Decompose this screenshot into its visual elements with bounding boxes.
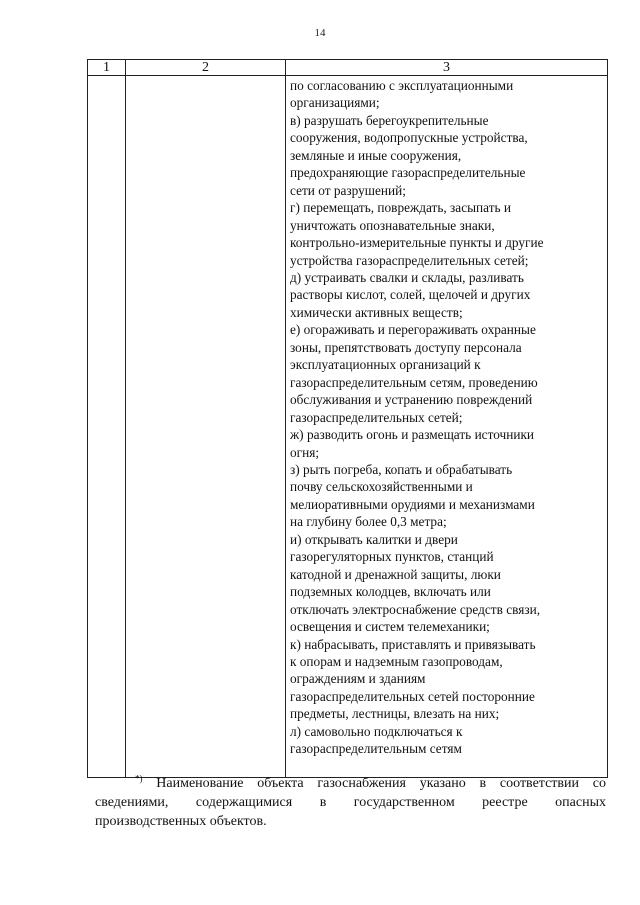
cell-column-3 bbox=[286, 76, 608, 778]
content-line: сети от разрушений; bbox=[290, 182, 406, 198]
content-line: почву сельскохозяйственными и bbox=[290, 479, 473, 495]
column-header-1: 1 bbox=[88, 60, 126, 76]
cell-column-2 bbox=[126, 76, 286, 778]
content-line: г) перемещать, повреждать, засыпать и bbox=[290, 200, 512, 216]
footnote-line-3: производственных объектов. bbox=[95, 814, 267, 829]
content-line: в) разрушать берегоукрепительные bbox=[290, 112, 489, 128]
content-line: зоны, препятствовать доступу персонала bbox=[290, 339, 522, 355]
content-line: л) самовольно подключаться к bbox=[290, 723, 463, 739]
content-line: химически активных веществ; bbox=[290, 304, 463, 320]
content-table bbox=[87, 59, 608, 778]
content-line: растворы кислот, солей, щелочей и других bbox=[290, 287, 531, 303]
content-line: ж) разводить огонь и размещать источники bbox=[290, 427, 535, 443]
content-line: ограждениям и зданиям bbox=[290, 671, 426, 687]
content-line: з) рыть погреба, копать и обрабатывать bbox=[290, 461, 513, 477]
content-line: подземных колодцев, включать или bbox=[290, 584, 491, 600]
column-header-2: 2 bbox=[126, 60, 286, 76]
content-line: по согласованию с эксплуатационными bbox=[290, 78, 514, 93]
footnote-marker: *) bbox=[135, 773, 143, 784]
cell-column-1 bbox=[88, 76, 126, 778]
content-line: катодной и дренажной защиты, люки bbox=[290, 566, 501, 582]
content-line: газораспределительных сетей посторонние bbox=[290, 688, 535, 704]
content-line: отключать электроснабжение средств связи, bbox=[290, 601, 541, 617]
page-number: 14 bbox=[314, 27, 326, 39]
content-line: газораспределительным сетям, проведению bbox=[290, 374, 538, 390]
content-line: мелиоративными орудиями и механизмами bbox=[290, 496, 535, 512]
content-line: контрольно-измерительные пункты и другие bbox=[290, 235, 544, 251]
content-line: сооружения, водопропускные устройства, bbox=[290, 130, 528, 146]
restrictions-text bbox=[290, 77, 603, 758]
content-line: предметы, лестницы, влезать на них; bbox=[290, 706, 500, 722]
content-line: организациями; bbox=[290, 95, 380, 111]
content-line: освещения и систем телемеханики; bbox=[290, 619, 490, 635]
content-line: газораспределительным сетям bbox=[290, 741, 462, 757]
content-line: и) открывать калитки и двери bbox=[290, 531, 458, 547]
content-line: устройства газораспределительных сетей; bbox=[290, 252, 529, 268]
table-row bbox=[88, 76, 608, 778]
content-line: огня; bbox=[290, 444, 320, 460]
content-line: на глубину более 0,3 метра; bbox=[290, 514, 447, 530]
content-line: предохраняющие газораспределительные bbox=[290, 165, 526, 181]
content-line: уничтожать опознавательные знаки, bbox=[290, 217, 495, 233]
content-line: к опорам и надземным газопроводам, bbox=[290, 653, 503, 669]
table-header-row bbox=[88, 60, 608, 76]
content-line: газораспределительных сетей; bbox=[290, 409, 463, 425]
content-line: эксплуатационных организаций к bbox=[290, 357, 481, 373]
footnote bbox=[95, 774, 606, 831]
footnote-line-1 bbox=[95, 774, 606, 793]
footnote-text-1: Наименование объекта газоснабжения указано в соответствии со bbox=[156, 776, 606, 791]
content-line: е) огораживать и перегораживать охранные bbox=[290, 322, 536, 338]
footnote-line-2: сведениями, содержащимися в государственном реестре опасных bbox=[95, 795, 606, 810]
content-line: д) устраивать свалки и склады, разливать bbox=[290, 269, 524, 285]
content-line: к) набрасывать, приставлять и привязывать bbox=[290, 636, 536, 652]
content-line: земляные и иные сооружения, bbox=[290, 147, 462, 163]
column-header-3: 3 bbox=[286, 60, 608, 76]
content-line: обслуживания и устранению повреждений bbox=[290, 392, 533, 408]
content-line: газорегуляторных пунктов, станций bbox=[290, 549, 494, 565]
